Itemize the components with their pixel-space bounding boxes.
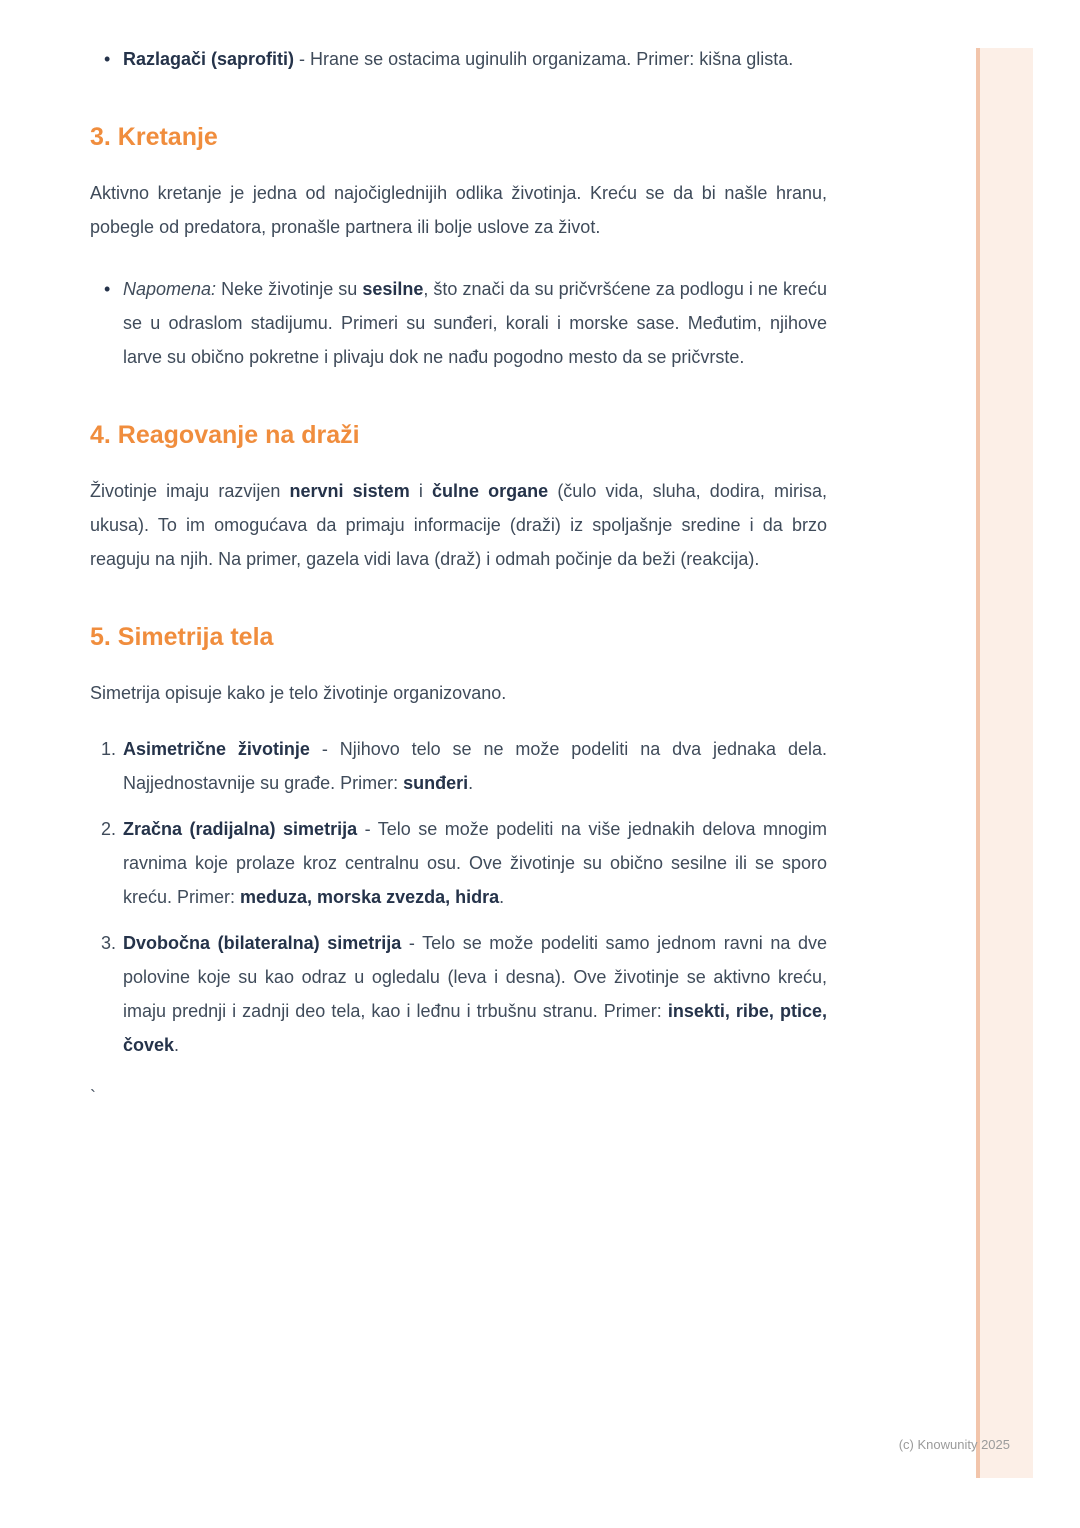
decorative-side-stripe bbox=[976, 48, 1033, 1478]
list-item-text bbox=[123, 926, 827, 1062]
decomposers-bullet-list bbox=[90, 42, 827, 76]
example-bold: insekti, ribe, ptice, čovek bbox=[123, 1001, 827, 1055]
list-item-zracna bbox=[90, 812, 827, 914]
text-run: - Hrane se ostacima uginulih organizama. Primer: kišna glista. bbox=[294, 49, 794, 69]
paragraph-reagovanje bbox=[90, 474, 827, 576]
bullet-marker: • bbox=[104, 49, 111, 69]
text-run: Neke životinje su bbox=[216, 279, 363, 299]
paragraph-simetrija: Simetrija opisuje kako je telo životinje organizovano. bbox=[90, 683, 507, 703]
footer-credit: (c) Knowunity 2025 bbox=[898, 1437, 1010, 1452]
section-heading-simetrija: 5. Simetrija tela bbox=[90, 623, 274, 651]
example-bold: meduza, morska zvezda, hidra bbox=[240, 887, 500, 907]
text-run: . bbox=[468, 773, 474, 793]
example-bold: sunđeri bbox=[403, 773, 469, 793]
text-run: - Telo se može podeliti samo jednom ravni na dve polovine koje su kao odraz u ogledalu (leva i desna). Ove životinje se aktivno kreću, imaju prednji i zadnji deo tela, kao i leđnu i trbušnu stranu. Primer: bbox=[123, 933, 827, 1021]
note-bullet-list bbox=[90, 272, 827, 374]
list-item-dvobocna bbox=[90, 926, 827, 1062]
text-run: , što znači da su pričvršćene za podlogu i ne kreću se u odraslom stadijumu. Primeri su sunđeri, korali i morske sase. Međutim, njihove larve su obično pokretne i plivaju dok ne nađu pogodno mesto da se pričvrste. bbox=[123, 279, 827, 367]
bullet-text bbox=[123, 42, 827, 76]
text-run: . bbox=[499, 887, 505, 907]
document-content bbox=[90, 42, 827, 1114]
section-heading-reagovanje: 4. Reagovanje na draži bbox=[90, 421, 360, 449]
list-item-text bbox=[123, 732, 827, 800]
term-sesilne: sesilne bbox=[362, 279, 424, 299]
text-run: (čulo vida, sluha, dodira, mirisa, ukusa). To im omogućava da primaju informacije (draži) iz spoljašnje sredine i da brzo reaguju na njih. Na primer, gazela vidi lava (draž) i odmah počinje da beži (reakcija). bbox=[90, 481, 827, 569]
bullet-marker: • bbox=[104, 279, 111, 299]
list-number: 3. bbox=[101, 933, 117, 953]
note-text bbox=[123, 272, 827, 374]
term-nervni-sistem: nervni sistem bbox=[289, 481, 410, 501]
list-number: 1. bbox=[101, 739, 117, 759]
stray-backtick-character: ` bbox=[90, 1087, 96, 1107]
text-run: i bbox=[409, 481, 432, 501]
list-item bbox=[90, 42, 827, 76]
term-dvobocna: Dvobočna (bilateralna) simetrija bbox=[123, 933, 402, 953]
list-number: 2. bbox=[101, 819, 117, 839]
paragraph-kretanje: Aktivno kretanje je jedna od najočiglednijih odlika životinja. Kreću se da bi našle hranu, pobegle od predatora, pronašle partnera ili bolje uslove za život. bbox=[90, 183, 827, 237]
list-item-asimetricne bbox=[90, 732, 827, 800]
section-heading-kretanje: 3. Kretanje bbox=[90, 123, 218, 151]
text-run: . bbox=[174, 1035, 180, 1055]
term-zracna: Zračna (radijalna) simetrija bbox=[123, 819, 358, 839]
term-culne-organe: čulne organe bbox=[432, 481, 549, 501]
list-item-text bbox=[123, 812, 827, 914]
text-run: - Telo se može podeliti na više jednakih delova mnogim ravnima koje prolaze kroz centralnu osu. Ove životinje su obično sesilne ili se sporo kreću. Primer: bbox=[123, 819, 827, 907]
term-razlagaci: Razlagači (saprofiti) bbox=[123, 49, 295, 69]
list-item bbox=[90, 272, 827, 374]
text-run: - Njihovo telo se ne može podeliti na dva jednaka dela. Najjednostavnije su građe. Primer: bbox=[123, 739, 827, 793]
term-asimetricne: Asimetrične životinje bbox=[123, 739, 310, 759]
note-label: Napomena: bbox=[123, 279, 217, 299]
text-run: Životinje imaju razvijen bbox=[90, 481, 290, 501]
symmetry-numbered-list bbox=[90, 732, 827, 1062]
